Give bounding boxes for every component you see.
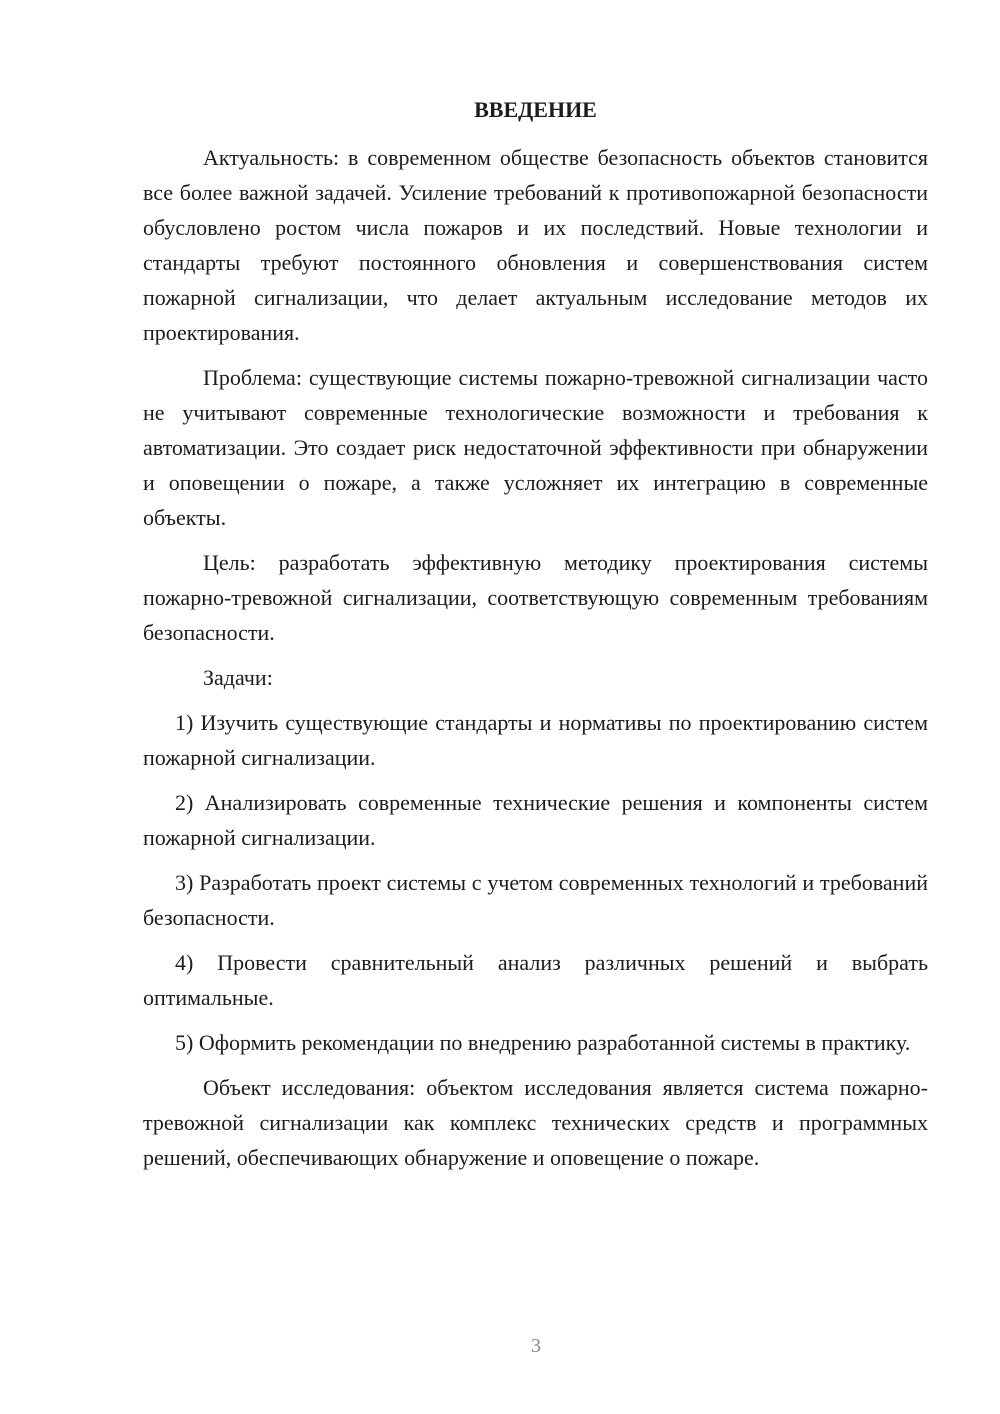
page-body xyxy=(143,96,928,1185)
paragraph-object: Объект исследования: объектом исследования является система пожарно-тревожной сигнализации как комплекс технических средств и программных решений, обеспечивающих обнаружение и оповещение о пожаре. xyxy=(143,1075,928,1170)
section-heading: ВВЕДЕНИЕ xyxy=(474,97,597,122)
task-item: 3) Разработать проект системы с учетом современных технологий и требований безопасности. xyxy=(143,870,928,930)
page-number: 3 xyxy=(531,1335,541,1357)
task-item: 5) Оформить рекомендации по внедрению разработанной системы в практику. xyxy=(175,1030,911,1055)
paragraph-problem: Проблема: существующие системы пожарно-тревожной сигнализации часто не учитывают современные технологические возможности и требования к автоматизации. Это создает риск недостаточной эффективности при обнаружении и оповещении о пожаре, а также усложняет их интеграцию в современные объекты. xyxy=(143,365,928,530)
task-item: 1) Изучить существующие стандарты и нормативы по проектированию систем пожарной сигнализации. xyxy=(143,710,928,770)
task-item: 4) Провести сравнительный анализ различных решений и выбрать оптимальные. xyxy=(143,950,928,1010)
paragraph-relevance: Актуальность: в современном обществе безопасность объектов становится все более важной задачей. Усиление требований к противопожарной безопасности обусловлено ростом числа пожаров и их последствий. Новые технологии и стандарты требуют постоянного обновления и совершенствования систем пожарной сигнализации, что делает актуальным исследование методов их проектирования. xyxy=(143,145,928,345)
paragraph-goal: Цель: разработать эффективную методику проектирования системы пожарно-тревожной сигнализации, соответствующую современным требованиям безопасности. xyxy=(143,550,928,645)
tasks-label: Задачи: xyxy=(203,665,273,690)
task-item: 2) Анализировать современные технические решения и компоненты систем пожарной сигнализации. xyxy=(143,790,928,850)
